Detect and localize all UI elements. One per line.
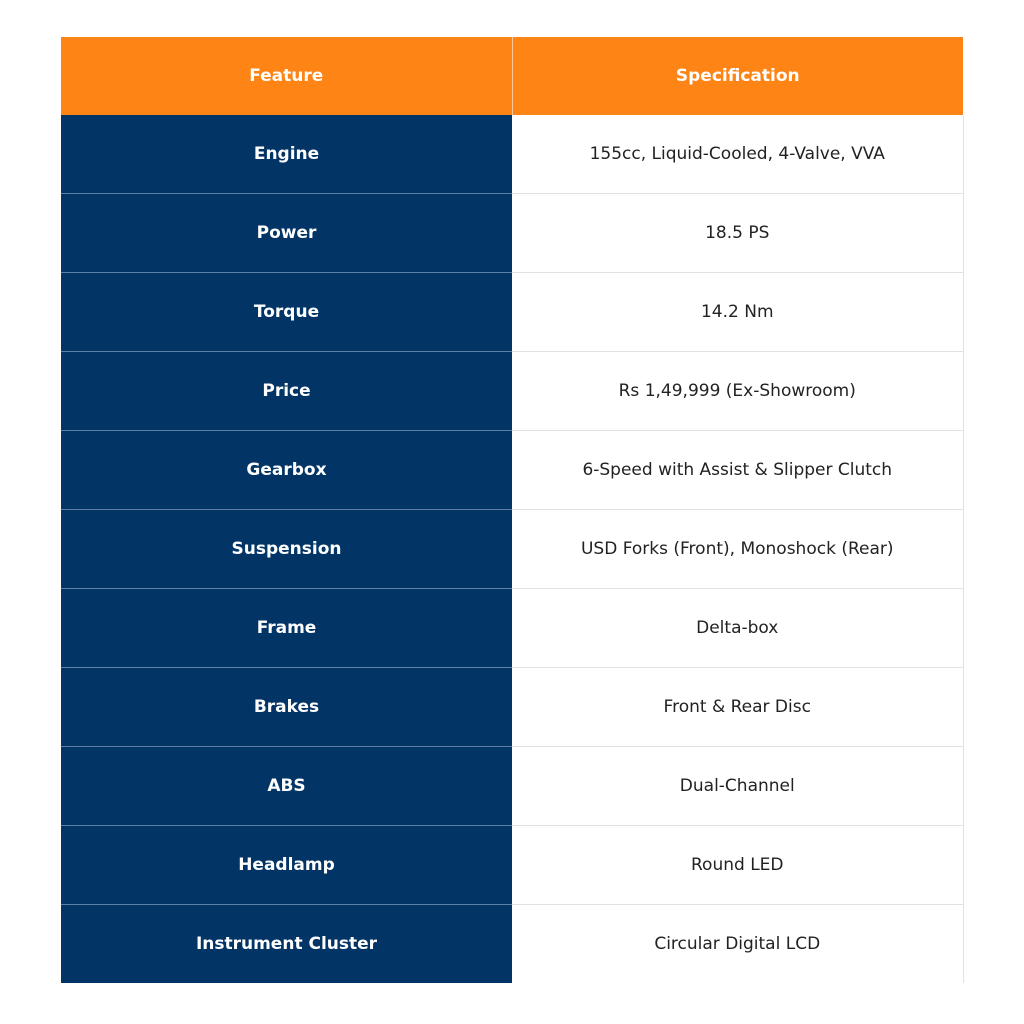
spec-cell: 155cc, Liquid-Cooled, 4-Valve, VVA [512,115,963,194]
spec-cell: Rs 1,49,999 (Ex-Showroom) [512,352,963,431]
table-row [61,194,963,273]
feature-cell: Gearbox [61,431,512,510]
table-row [61,747,963,826]
header-specification: Specification [512,37,963,115]
spec-cell: 6-Speed with Assist & Slipper Clutch [512,431,963,510]
header-feature: Feature [61,37,512,115]
spec-table [61,37,964,983]
feature-cell: Instrument Cluster [61,905,512,984]
spec-cell: Delta-box [512,589,963,668]
table-row [61,826,963,905]
table-row [61,905,963,984]
table-row [61,273,963,352]
spec-cell: 18.5 PS [512,194,963,273]
feature-cell: Headlamp [61,826,512,905]
spec-cell: Round LED [512,826,963,905]
feature-cell: Engine [61,115,512,194]
feature-cell: Frame [61,589,512,668]
spec-cell: 14.2 Nm [512,273,963,352]
feature-cell: Suspension [61,510,512,589]
feature-cell: Brakes [61,668,512,747]
feature-cell: Power [61,194,512,273]
feature-cell: Torque [61,273,512,352]
table-row [61,431,963,510]
table-row [61,115,963,194]
spec-cell: USD Forks (Front), Monoshock (Rear) [512,510,963,589]
spec-cell: Dual-Channel [512,747,963,826]
spec-cell: Front & Rear Disc [512,668,963,747]
table-header-row [61,37,963,115]
feature-cell: ABS [61,747,512,826]
table-row [61,668,963,747]
table-row [61,510,963,589]
spec-cell: Circular Digital LCD [512,905,963,984]
feature-cell: Price [61,352,512,431]
table-row [61,352,963,431]
table-row [61,589,963,668]
